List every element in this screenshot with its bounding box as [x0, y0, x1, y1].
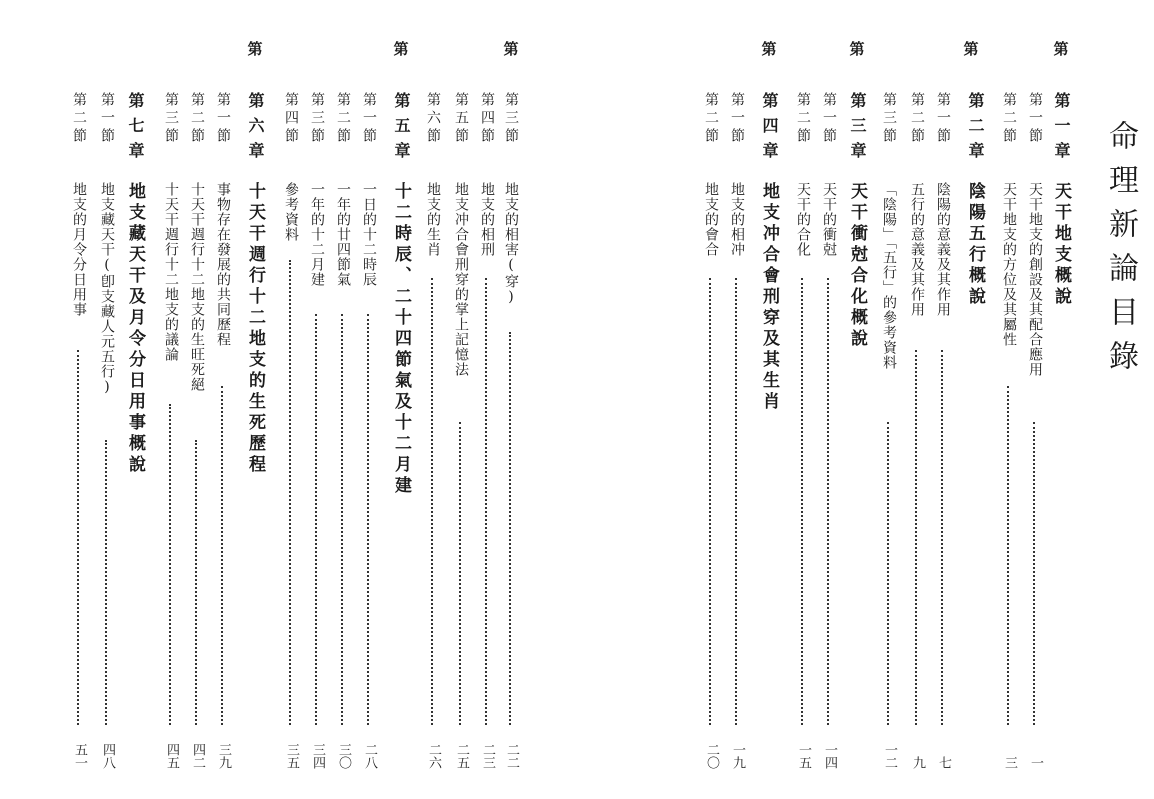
toc-section-entry — [306, 0, 328, 799]
dot-leader — [735, 278, 737, 725]
toc-section-entry — [500, 0, 522, 799]
toc-section-entry — [792, 0, 814, 799]
dot-leader — [105, 440, 107, 725]
toc-section-entry — [160, 0, 182, 799]
section-number: 第一節 — [935, 92, 951, 146]
chapter-number: 第六章 — [246, 92, 265, 167]
column-header-mark: 第 — [963, 40, 979, 58]
section-number: 第三節 — [881, 92, 897, 146]
column-header-mark: 第 — [247, 40, 263, 58]
chapter-number: 第四章 — [760, 92, 779, 167]
section-title: 一年的十二月建 — [309, 182, 325, 287]
toc-section-entry — [280, 0, 302, 799]
section-number: 第三節 — [503, 92, 519, 146]
toc-chapter-entry — [124, 0, 146, 799]
chapter-title: 地支藏天干及月令分日用事概說 — [125, 182, 145, 476]
section-number: 第一節 — [1027, 92, 1043, 146]
dot-leader — [827, 278, 829, 725]
toc-section-entry — [878, 0, 900, 799]
section-number: 第一節 — [821, 92, 837, 146]
toc-section-entry — [450, 0, 472, 799]
section-number: 第二節 — [1001, 92, 1017, 146]
section-title: 天干地支的方位及其屬性 — [1001, 182, 1017, 347]
toc-chapter-entry — [244, 0, 266, 799]
section-number: 第一節 — [361, 92, 377, 146]
toc-section-entry — [358, 0, 380, 799]
dot-leader — [485, 278, 487, 725]
dot-leader — [941, 350, 943, 725]
page-number: 一九 — [730, 743, 745, 769]
toc-chapter-entry — [758, 0, 780, 799]
toc-section-entry — [476, 0, 498, 799]
chapter-title: 陰陽五行概說 — [965, 182, 985, 308]
section-title: 地支冲合會刑穿的掌上記憶法 — [453, 182, 469, 377]
dot-leader — [509, 332, 511, 725]
section-title: 「陰陽」「五行」的參考資料 — [881, 182, 897, 370]
dot-leader — [1033, 422, 1035, 725]
page-number: 一 — [1028, 756, 1043, 769]
section-number: 第一節 — [99, 92, 115, 146]
section-title: 天干的衝尅 — [821, 182, 837, 257]
section-number: 第二節 — [795, 92, 811, 146]
dot-leader — [315, 314, 317, 725]
section-number: 第三節 — [309, 92, 325, 146]
dot-leader — [77, 350, 79, 725]
section-title: 事物存在發展的共同歷程 — [215, 182, 231, 347]
toc-chapter-entry — [390, 0, 412, 799]
dot-leader — [801, 278, 803, 725]
section-title: 地支的相害(穿) — [503, 182, 519, 306]
page-number: 二六 — [426, 743, 441, 769]
section-number: 第三節 — [163, 92, 179, 146]
page-number: 七 — [936, 756, 951, 769]
column-header-mark: 第 — [1053, 40, 1069, 58]
page-number: 四五 — [164, 743, 179, 769]
chapter-title: 十二時辰、二十四節氣及十二月建 — [391, 182, 411, 497]
toc-section-entry — [726, 0, 748, 799]
section-number: 第六節 — [425, 92, 441, 146]
page-number: 三五 — [284, 743, 299, 769]
chapter-title: 十天干週行十二地支的生死歷程 — [245, 182, 265, 476]
page-number: 三 — [1002, 756, 1017, 769]
section-title: 一日的十二時辰 — [361, 182, 377, 287]
toc-section-entry — [998, 0, 1020, 799]
toc-section-entry — [932, 0, 954, 799]
page-number: 三九 — [216, 743, 231, 769]
dot-leader — [709, 278, 711, 725]
toc-section-entry — [422, 0, 444, 799]
section-title: 地支的生肖 — [425, 182, 441, 257]
toc-section-entry — [68, 0, 90, 799]
toc-chapter-entry — [1050, 0, 1072, 799]
page-number: 九 — [910, 756, 925, 769]
toc-chapter-entry — [846, 0, 868, 799]
page-number: 二三 — [480, 743, 495, 769]
column-header-mark: 第 — [503, 40, 519, 58]
column-header-mark: 第 — [849, 40, 865, 58]
section-title: 一年的廿四節氣 — [335, 182, 351, 287]
chapter-number: 第一章 — [1052, 92, 1071, 167]
toc-section-entry — [186, 0, 208, 799]
section-title: 天干地支的創設及其配合應用 — [1027, 182, 1043, 377]
page-number: 一五 — [796, 743, 811, 769]
section-number: 第一節 — [729, 92, 745, 146]
page-number: 四二 — [190, 743, 205, 769]
chapter-number: 第二章 — [966, 92, 985, 167]
dot-leader — [459, 422, 461, 725]
section-title: 十天干週行十二地支的議論 — [163, 182, 179, 362]
section-number: 第二節 — [71, 92, 87, 146]
toc-chapter-entry — [964, 0, 986, 799]
toc-right-page — [590, 0, 1154, 799]
dot-leader — [221, 386, 223, 725]
toc-section-entry — [332, 0, 354, 799]
toc-section-entry — [906, 0, 928, 799]
page-number: 五一 — [72, 743, 87, 769]
chapter-title: 地支冲合會刑穿及其生肖 — [759, 182, 779, 413]
dot-leader — [341, 314, 343, 725]
toc-section-entry — [1024, 0, 1046, 799]
section-title: 地支的相刑 — [479, 182, 495, 257]
page-number: 二二 — [504, 743, 519, 769]
page-number: 二八 — [362, 743, 377, 769]
section-title: 地支的月令分日用事 — [71, 182, 87, 317]
section-title: 地支的相冲 — [729, 182, 745, 257]
chapter-title: 天干地支概說 — [1051, 182, 1071, 308]
page-number: 二〇 — [704, 743, 719, 769]
dot-leader — [431, 278, 433, 725]
chapter-number: 第七章 — [126, 92, 145, 167]
toc-section-entry — [818, 0, 840, 799]
dot-leader — [1007, 386, 1009, 725]
dot-leader — [887, 422, 889, 725]
dot-leader — [289, 260, 291, 725]
section-title: 天干的合化 — [795, 182, 811, 257]
toc-section-entry — [700, 0, 722, 799]
section-number: 第二節 — [703, 92, 719, 146]
column-header-mark: 第 — [393, 40, 409, 58]
page-number: 三四 — [310, 743, 325, 769]
dot-leader — [367, 314, 369, 725]
section-number: 第四節 — [479, 92, 495, 146]
toc-section-entry — [212, 0, 234, 799]
page-number: 三〇 — [336, 743, 351, 769]
page-number: 四八 — [100, 743, 115, 769]
toc-section-entry — [96, 0, 118, 799]
dot-leader — [195, 440, 197, 725]
chapter-number: 第五章 — [392, 92, 411, 167]
section-number: 第二節 — [335, 92, 351, 146]
column-header-mark: 第 — [761, 40, 777, 58]
book-title: 命理新論目錄 — [1103, 120, 1138, 384]
section-title: 參考資料 — [283, 182, 299, 242]
chapter-number: 第三章 — [848, 92, 867, 167]
dot-leader — [915, 350, 917, 725]
section-title: 地支的會合 — [703, 182, 719, 257]
dot-leader — [169, 404, 171, 725]
page-number: 一四 — [822, 743, 837, 769]
section-number: 第二節 — [909, 92, 925, 146]
section-title: 地支藏天干(卽支藏人元五行) — [99, 182, 115, 396]
page-number: 一二 — [882, 743, 897, 769]
section-title: 十天干週行十二地支的生旺死絕 — [189, 182, 205, 392]
section-number: 第一節 — [215, 92, 231, 146]
section-title: 陰陽的意義及其作用 — [935, 182, 951, 317]
page-number: 二五 — [454, 743, 469, 769]
section-number: 第二節 — [189, 92, 205, 146]
section-title: 五行的意義及其作用 — [909, 182, 925, 317]
section-number: 第五節 — [453, 92, 469, 146]
chapter-title: 天干衝尅合化概說 — [847, 182, 867, 350]
toc-left-page — [0, 0, 560, 799]
section-number: 第四節 — [283, 92, 299, 146]
